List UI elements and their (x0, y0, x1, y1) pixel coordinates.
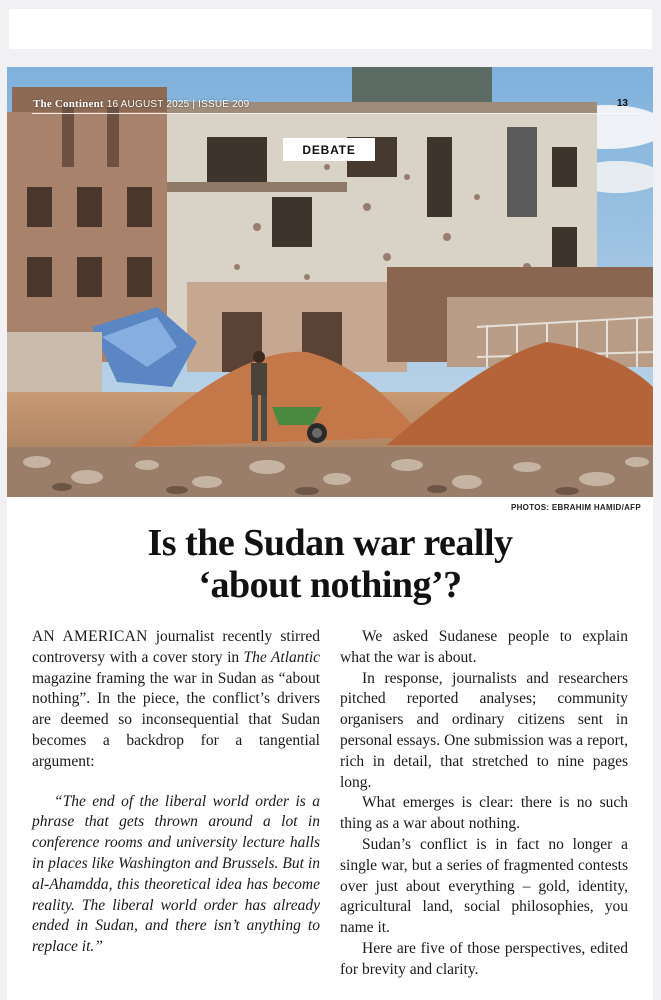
headline-line-1: Is the Sudan war really (147, 522, 513, 564)
issue-info: 16 AUGUST 2025 | ISSUE 209 (106, 99, 250, 110)
header-rule (32, 113, 639, 114)
photo-credit: PHOTOS: EBRAHIM HAMID/AFP (510, 503, 641, 512)
section-badge: DEBATE (283, 138, 375, 161)
body-paragraph: In response, journalists and researchers pitched reported analyses; community organisers and ordinary citizens sent in personal essays. One submission was a report, rich in detail, that stretched to nine pages long. (340, 669, 628, 791)
body-paragraph: Sudan’s conflict is in fact no longer a single war, but a series of fragmented contests over just about everything – gold, identity, agricultural land, social philosophies, you name it. (340, 835, 628, 937)
left-column (32, 627, 320, 958)
browser-top-bar (9, 9, 652, 49)
running-head (33, 98, 249, 110)
intro-text-b: magazine framing the war in Sudan as “about nothing”. In the piece, the conflict’s drivers are deemed so inconsequential that Sudan becomes a backdrop for a tangential argument: (32, 669, 320, 770)
intro-paragraph (32, 627, 320, 773)
magazine-name: The Atlantic (243, 648, 320, 666)
intro-text-a: journalist recently stirred controversy with a cover story in (32, 628, 320, 666)
body-paragraph: Here are five of those perspectives, edited for brevity and clarity. (340, 939, 628, 978)
lead-caps: AN AMERICAN (32, 628, 148, 645)
headline-line-2: ‘about nothing’? (198, 564, 462, 606)
publication-name: The Continent (33, 98, 104, 110)
article-photo (7, 67, 653, 497)
magazine-page (7, 67, 653, 1000)
body-paragraph: What emerges is clear: there is no such thing as a war about nothing. (340, 794, 628, 833)
headline (27, 522, 633, 606)
page-number: 13 (616, 98, 628, 109)
right-column (340, 627, 628, 981)
block-quote: “The end of the liberal world order is a phrase that gets thrown around a lot in conference rooms and university lecture halls in places like Washington and Brussels. But in al-Ahamdda, this theoretical idea has become reality. The liberal world order has already ended in Sudan, and there isn’t anything to replace it.” (32, 792, 320, 956)
body-paragraph: We asked Sudanese people to explain what the war is about. (340, 628, 628, 666)
